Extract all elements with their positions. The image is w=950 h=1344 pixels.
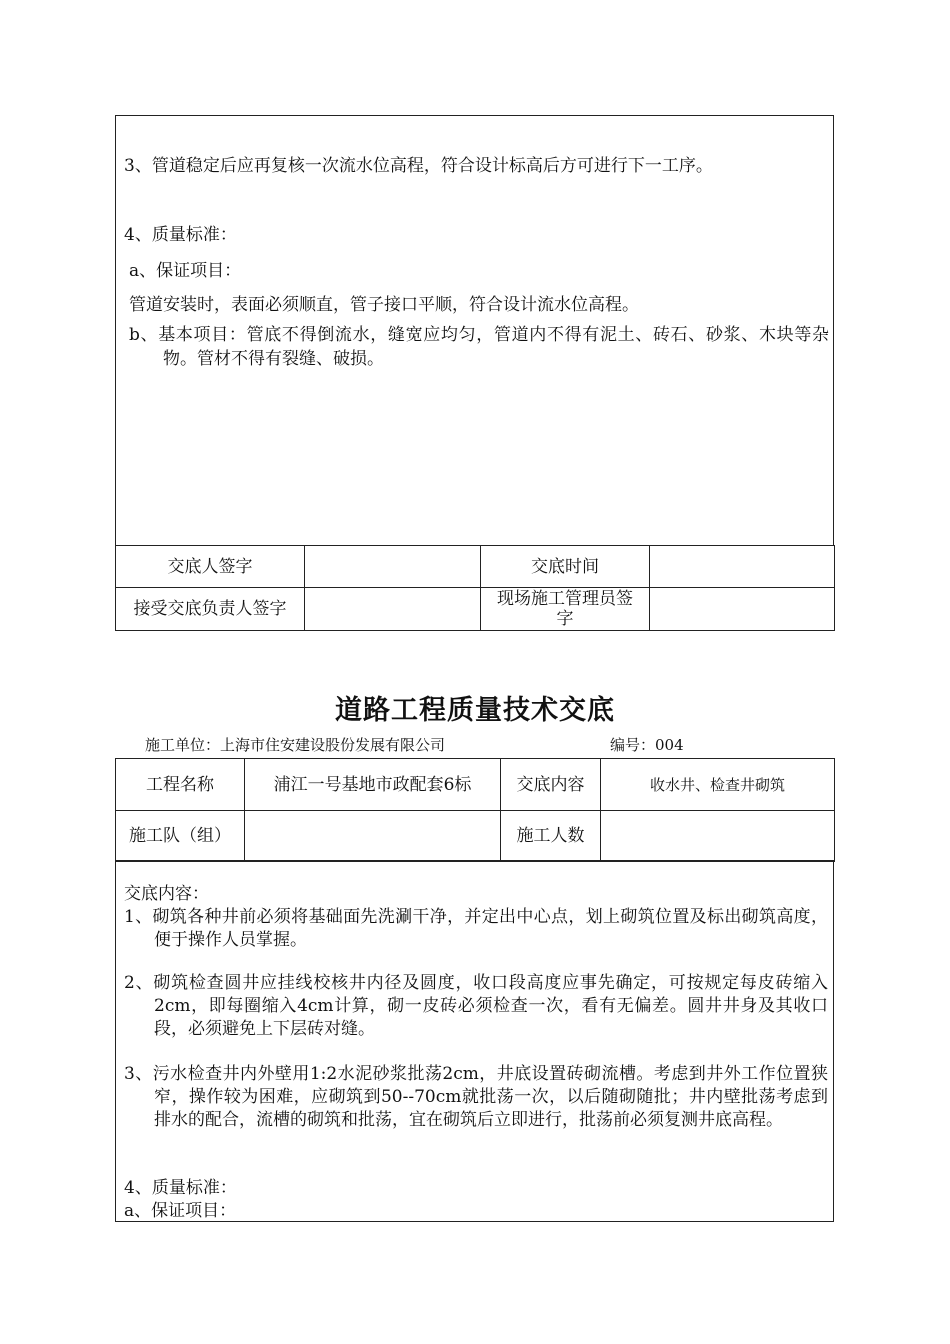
signature-table [115, 545, 835, 631]
sign-handover-field[interactable] [305, 546, 481, 588]
worker-count-label: 施工人数 [501, 811, 601, 862]
sign-manager-label: 现场施工管理员签字 [481, 588, 650, 631]
page-title: 道路工程质量技术交底 [335, 695, 615, 726]
content-value: 收水井、检查井砌筑 [601, 759, 835, 811]
body-item-2: 2、砌筑检查圆井应挂线校核井内径及圆度，收口段高度应事先确定，可按规定每皮砖缩入2cm，即每圈缩入4cm计算，砌一皮砖必须检查一次，看有无偏差。圆井井身及其收口段，必须避免上下层砖对缝。 [124, 973, 828, 1039]
doc-number: 编号：004 [610, 736, 684, 754]
body-item-a-heading: a、保证项目： [124, 1201, 237, 1221]
team-value[interactable] [245, 811, 501, 862]
body-item-4-heading: 4、质量标准： [124, 1178, 237, 1198]
sign-receiver-label: 接受交底负责人签字 [116, 588, 305, 631]
sign-time-field[interactable] [650, 546, 835, 588]
team-label: 施工队（组） [116, 811, 245, 862]
top-item-a-heading: a、保证项目： [129, 261, 242, 281]
top-item-a-text: 管道安装时，表面必须顺直，管子接口平顺，符合设计流水位高程。 [129, 295, 639, 315]
sign-handover-label: 交底人签字 [116, 546, 305, 588]
content-label: 交底内容 [501, 759, 601, 811]
project-name-value: 浦江一号基地市政配套6标 [245, 759, 501, 811]
body-item-3: 3、污水检查井内外壁用1:2水泥砂浆批荡2cm，井底设置砖砌流槽。考虑到井外工作位置狭窄，操作较为困难，应砌筑到50--70cm就批荡一次，以后随砌随批；井内壁批荡考虑到排水的配合，流槽的砌筑和批荡，宜在砌筑后立即进行，批荡前必须复测井底高程。 [124, 1064, 828, 1130]
top-item-3: 3、管道稳定后应再复核一次流水位高程，符合设计标高后方可进行下一工序。 [124, 156, 713, 176]
sign-receiver-field[interactable] [305, 588, 481, 631]
info-table [115, 758, 835, 862]
sign-time-label: 交底时间 [481, 546, 650, 588]
sign-manager-field[interactable] [650, 588, 835, 631]
top-item-b: b、基本项目：管底不得倒流水，缝宽应均匀，管道内不得有泥土、砖石、砂浆、木块等杂物。管材不得有裂缝、破损。 [129, 325, 829, 369]
top-item-4-heading: 4、质量标准： [124, 225, 237, 245]
project-name-label: 工程名称 [116, 759, 245, 811]
worker-count-value[interactable] [601, 811, 835, 862]
body-heading: 交底内容： [124, 884, 209, 904]
body-item-1: 1、砌筑各种井前必须将基础面先洗涮干净，并定出中心点，划上砌筑位置及标出砌筑高度，便于操作人员掌握。 [124, 907, 828, 950]
construction-unit: 施工单位：上海市住安建设股份发展有限公司 [145, 736, 446, 754]
